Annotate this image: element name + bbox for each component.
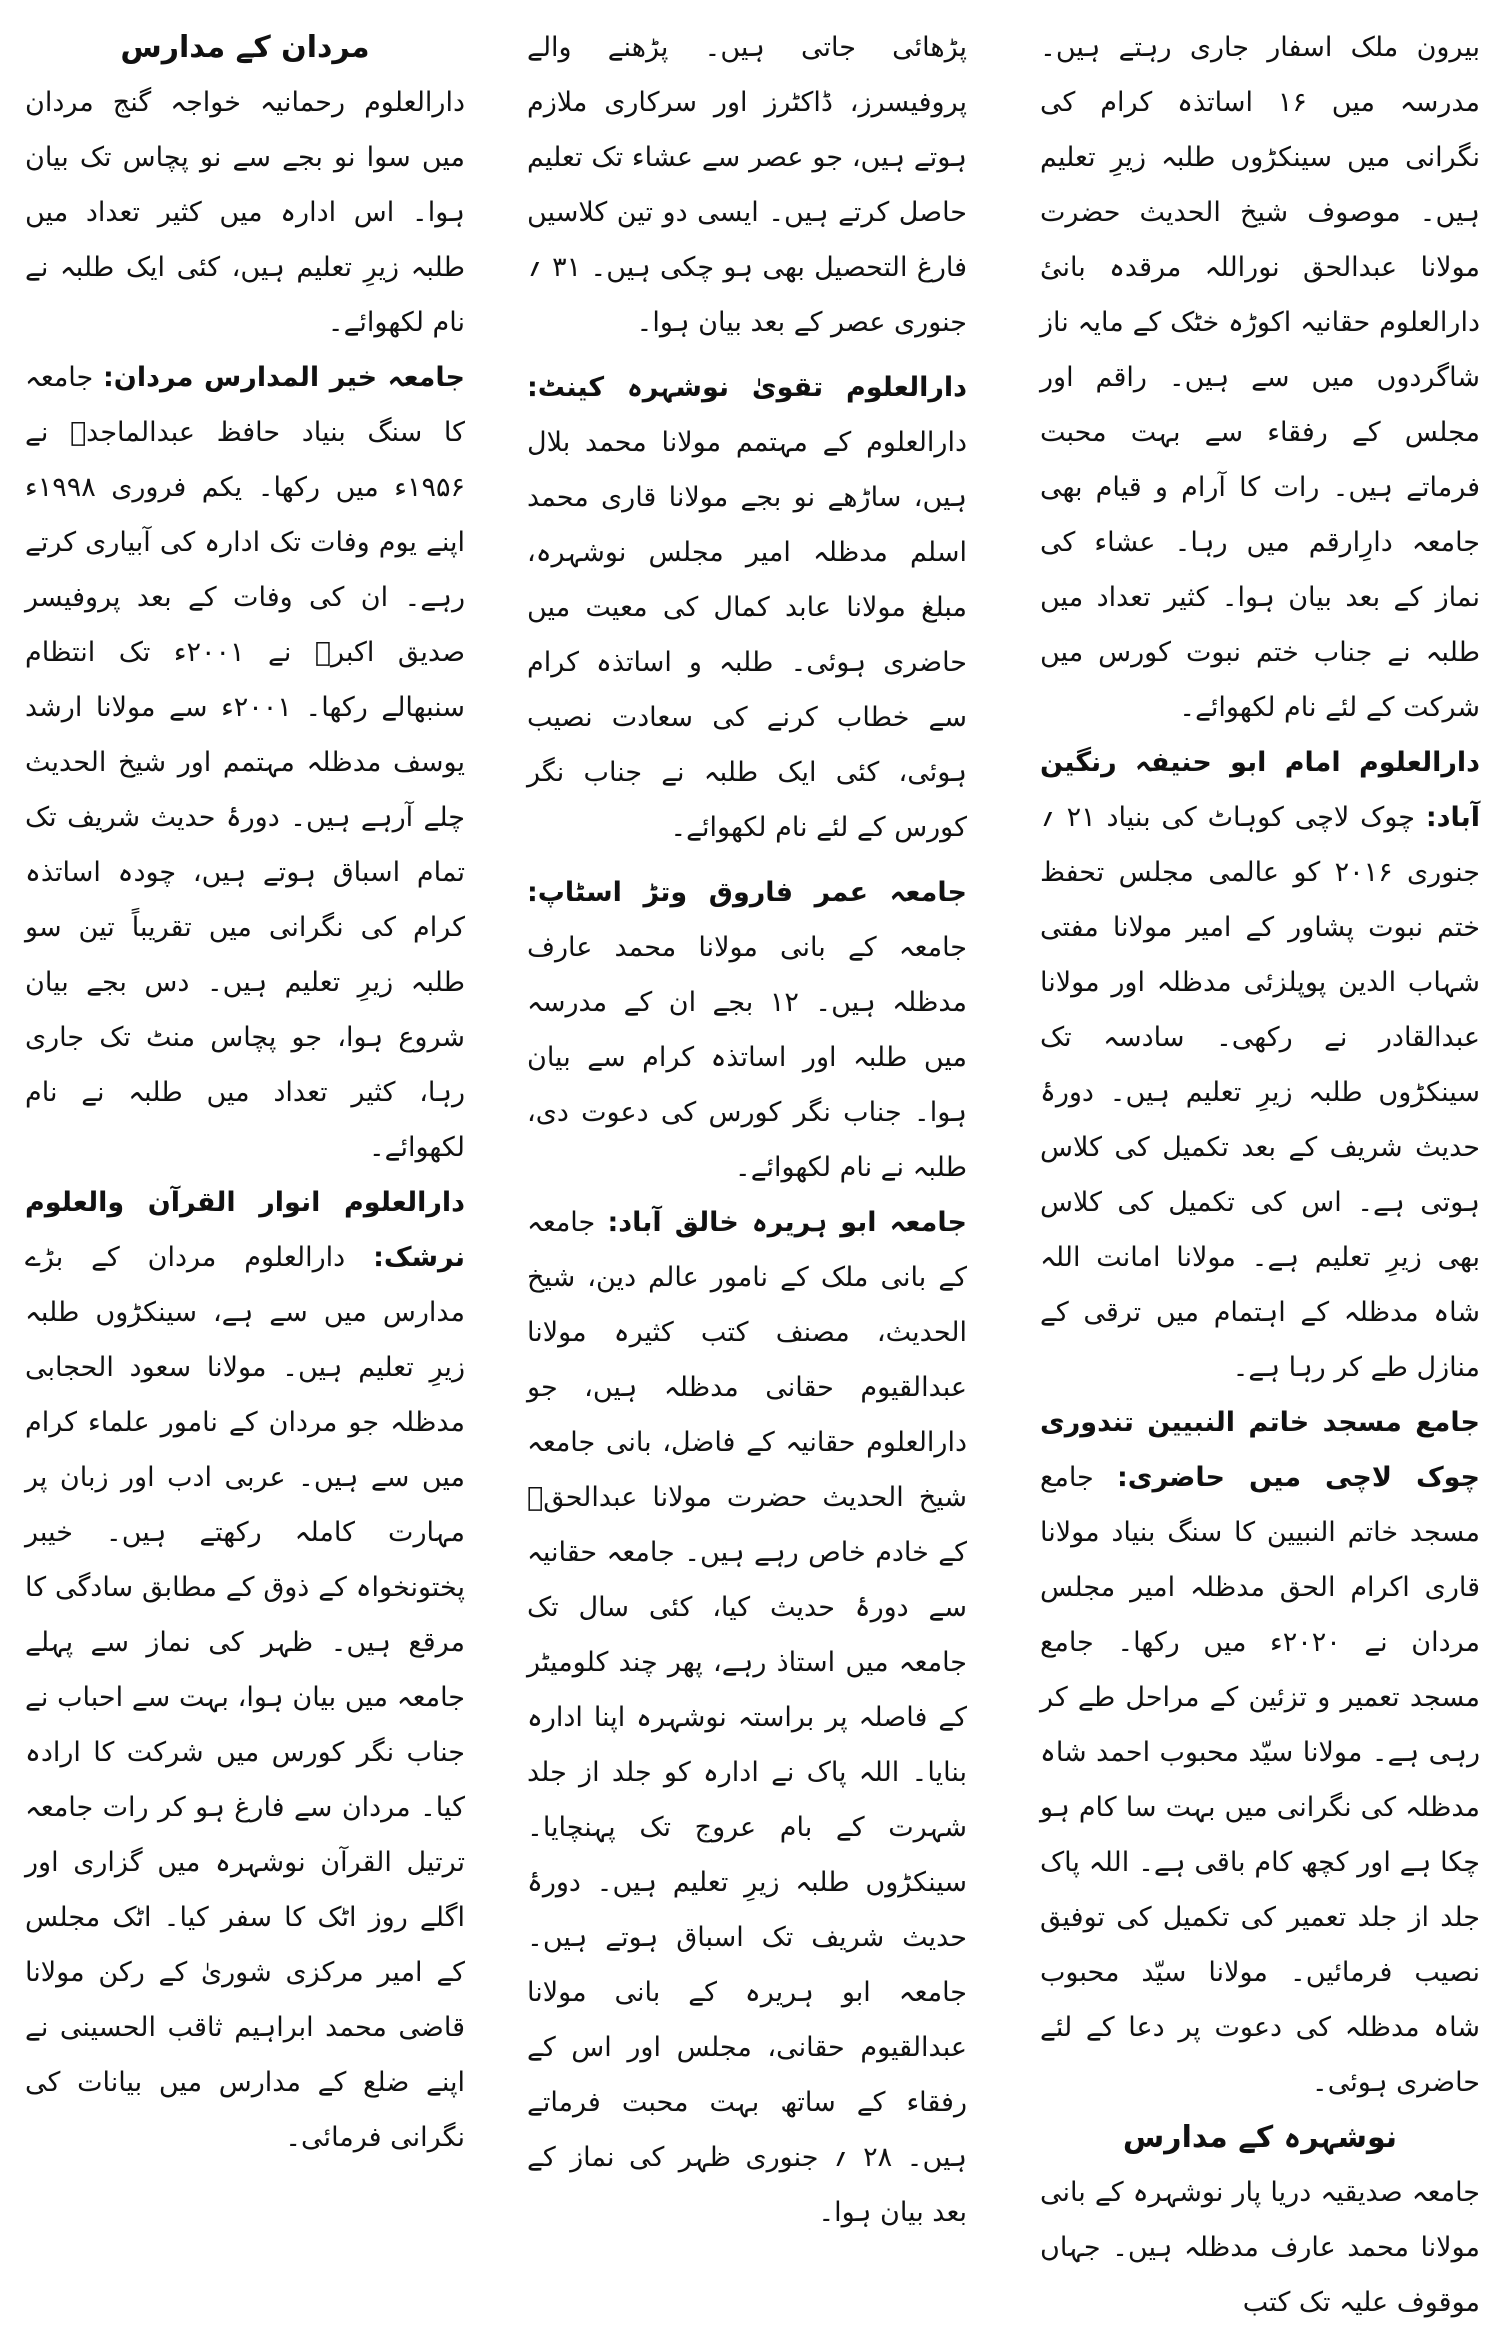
section-abu-hurairah: [527, 1195, 967, 2240]
section-body: دارالعلوم مردان کے بڑے مدارس میں سے ہے، سینکڑوں طلبہ زیرِ تعلیم ہیں۔ مولانا سعود الحجابی مدظلہ جو مردان کے نامور علماء کرام میں سے ہیں۔ عربی ادب اور زبان پر مہارت کاملہ رکھتے ہیں۔ خیبر پختونخواہ کے ذوق کے مطابق سادگی کا مرقع ہیں۔ ظہر کی نماز سے پہلے جامعہ میں بیان ہوا، بہت سے احباب نے جناب نگر کورس میں شرکت کا ارادہ کیا۔ مردان سے فارغ ہو کر رات جامعہ ترتیل القرآن نوشہرہ میں گزاری اور اگلے روز اٹک کا سفر کیا۔ اٹک مجلس کے امیر مرکزی شوریٰ کے رکن مولانا قاضی محمد ابراہیم ثاقب الحسینی نے اپنے ضلع کے مدارس میں بیانات کی نگرانی فرمائی۔: [25, 1242, 465, 2153]
section-umar-farooq: [527, 865, 967, 1195]
column-right: [1040, 20, 1480, 2330]
section-taqwa-nowshera: [527, 360, 967, 855]
section-lachi-kohat: [1040, 735, 1480, 1395]
section-khair-ul-madaris: [25, 350, 465, 1175]
paragraph: پڑھائی جاتی ہیں۔ پڑھنے والے پروفیسرز، ڈاکٹرز اور سرکاری ملازم ہوتے ہیں، جو عصر سے عشاء تک تعلیم حاصل کرتے ہیں۔ ایسی دو تین کلاسیں فارغ التحصیل بھی ہو چکی ہیں۔ ۳۱ ؍ جنوری عصر کے بعد بیان ہوا۔: [527, 32, 967, 338]
section-heading: دارالعلوم انوار القرآن والعلوم نرشک:: [25, 1187, 465, 1273]
section-body: جامعہ کا سنگ بنیاد حافظ عبدالماجدؒ نے ۱۹۵۶ء میں رکھا۔ یکم فروری ۱۹۹۸ء اپنے یوم وفات تک ادارہ کی آبیاری کرتے رہے۔ ان کی وفات کے بعد پروفیسر صدیق اکبرؒ نے ۲۰۰۱ء تک انتظام سنبھالے رکھا۔ ۲۰۰۱ء سے مولانا ارشد یوسف مدظلہ مہتمم اور شیخ الحدیث چلے آرہے ہیں۔ دورۂ حدیث شریف تک تمام اسباق ہوتے ہیں، چودہ اساتذہ کرام کی نگرانی میں تقریباً تین سو طلبہ زیرِ تعلیم ہیں۔ دس بجے بیان شروع ہوا، جو پچاس منٹ تک جاری رہا، کثیر تعداد میں طلبہ نے نام لکھوائے۔: [25, 362, 466, 1163]
section-body: جامعہ کے بانی مولانا محمد عارف مدظلہ ہیں۔ ۱۲ بجے ان کے مدرسہ میں طلبہ اور اساتذہ کرام سے بیان ہوا۔ جناب نگر کورس کی دعوت دی، طلبہ نے نام لکھوائے۔: [527, 932, 968, 1183]
section-title-nowshera: نوشہرہ کے مدارس: [1122, 2120, 1398, 2155]
section-heading: جامعہ عمر فاروق وتڑ اسٹاپ:: [527, 877, 967, 908]
column-left: [25, 20, 465, 2165]
column-middle: [527, 20, 967, 2240]
section-body: جامعہ کے بانی ملک کے نامور عالم دین، شیخ الحدیث، مصنف کتب کثیرہ مولانا عبدالقیوم حقانی مدظلہ ہیں، جو دارالعلوم حقانیہ کے فاضل، بانی جامعہ شیخ الحدیث حضرت مولانا عبدالحقؒ کے خادم خاص رہے ہیں۔ جامعہ حقانیہ سے دورۂ حدیث کیا، کئی سال تک جامعہ میں استاذ رہے، پھر چند کلومیٹر کے فاصلہ پر براستہ نوشہرہ اپنا ادارہ بنایا۔ اللہ پاک نے ادارہ کو جلد از جلد شہرت کے بام عروج تک پہنچایا۔ سینکڑوں طلبہ زیرِ تعلیم ہیں۔ دورۂ حدیث شریف تک اسباق ہوتے ہیں۔ جامعہ ابو ہریرہ کے بانی مولانا عبدالقیوم حقانی، مجلس اور اس کے رفقاء کے ساتھ بہت محبت فرماتے ہیں۔ ۲۸ ؍ جنوری ظہر کی نماز کے بعد بیان ہوا۔: [527, 1207, 967, 2228]
section-title-mardan: مردان کے مدارس: [120, 30, 370, 65]
section-body: جامع مسجد خاتم النبیین کا سنگ بنیاد مولانا قاری اکرام الحق مدظلہ امیر مجلس مردان نے ۲۰۲۰ء میں رکھا۔ جامع مسجد تعمیر و تزئین کے مراحل طے کر رہی ہے۔ مولانا سیّد محبوب احمد شاہ مدظلہ کی نگرانی میں بہت سا کام ہو چکا ہے اور کچھ کام باقی ہے۔ اللہ پاک جلد از جلد تعمیر کی تکمیل کی توفیق نصیب فرمائیں۔ مولانا سیّد محبوب شاہ مدظلہ کی دعوت پر دعا کے لئے حاضری ہوئی۔: [1040, 1462, 1481, 2098]
section-heading: دارالعلوم امام ابو حنیفہ رنگین آباد:: [1040, 747, 1481, 833]
section-body: دارالعلوم کے مہتمم مولانا محمد بلال ہیں، ساڑھے نو بجے مولانا قاری محمد اسلم مدظلہ امیر مجلس نوشہرہ، مبلغ مولانا عابد کمال کی معیت میں حاضری ہوئی۔ طلبہ و اساتذہ کرام سے خطاب کرنے کی سعادت نصیب ہوئی، کئی ایک طلبہ نے جناب نگر کورس کے لئے نام لکھوائے۔: [527, 427, 967, 843]
paragraph: جامعہ صدیقیہ دریا پار نوشہرہ کے بانی مولانا محمد عارف مدظلہ ہیں۔ جہاں موقوف علیہ تک کتب: [1040, 2177, 1480, 2318]
section-anwar-ul-quran: [25, 1175, 465, 2165]
paragraph: دارالعلوم رحمانیہ خواجہ گنج مردان میں سوا نو بجے سے نو پچاس تک بیان ہوا۔ اس ادارہ میں کثیر تعداد میں طلبہ زیرِ تعلیم ہیں، کئی ایک طلبہ نے نام لکھوائے۔: [25, 87, 465, 338]
section-heading: دارالعلوم تقویٰ نوشہرہ کینٹ:: [527, 372, 967, 403]
section-heading: جامع مسجد خاتم النبیین تندوری چوک لاچی میں حاضری:: [1040, 1407, 1480, 1493]
paragraph: بیرون ملک اسفار جاری رہتے ہیں۔ مدرسہ میں ۱۶ اساتذہ کرام کی نگرانی میں سینکڑوں طلبہ زیرِ تعلیم ہیں۔ موصوف شیخ الحدیث حضرت مولانا عبدالحق نوراللہ مرقدہ بانیٔ دارالعلوم حقانیہ اکوڑہ خٹک کے مایہ ناز شاگردوں میں سے ہیں۔ راقم اور مجلس کے رفقاء سے بہت محبت فرماتے ہیں۔ رات کا آرام و قیام بھی جامعہ دارِارقم میں رہا۔ عشاء کی نماز کے بعد بیان ہوا۔ کثیر تعداد میں طلبہ نے جناب ختم نبوت کورس میں شرکت کے لئے نام لکھوائے۔: [1040, 32, 1480, 723]
section-body: چوک لاچی کوہاٹ کی بنیاد ۲۱ ؍ جنوری ۲۰۱۶ کو عالمی مجلس تحفظ ختم نبوت پشاور کے امیر مولانا مفتی شہاب الدین پوپلزئی مدظلہ اور مولانا عبدالقادر نے رکھی۔ سادسہ تک سینکڑوں طلبہ زیرِ تعلیم ہیں۔ دورۂ حدیث شریف کے بعد تکمیل کی کلاس ہوتی ہے۔ اس کی تکمیل کی کلاس بھی زیرِ تعلیم ہے۔ مولانا امانت اللہ شاہ مدظلہ کے اہتمام میں ترقی کے منازل طے کر رہا ہے۔: [1040, 802, 1480, 1383]
section-heading: جامعہ ابو ہریرہ خالق آباد:: [607, 1207, 967, 1238]
section-khatam-un-nabiyeen: [1040, 1395, 1480, 2110]
section-heading: جامعہ خیر المدارس مردان:: [103, 362, 466, 393]
